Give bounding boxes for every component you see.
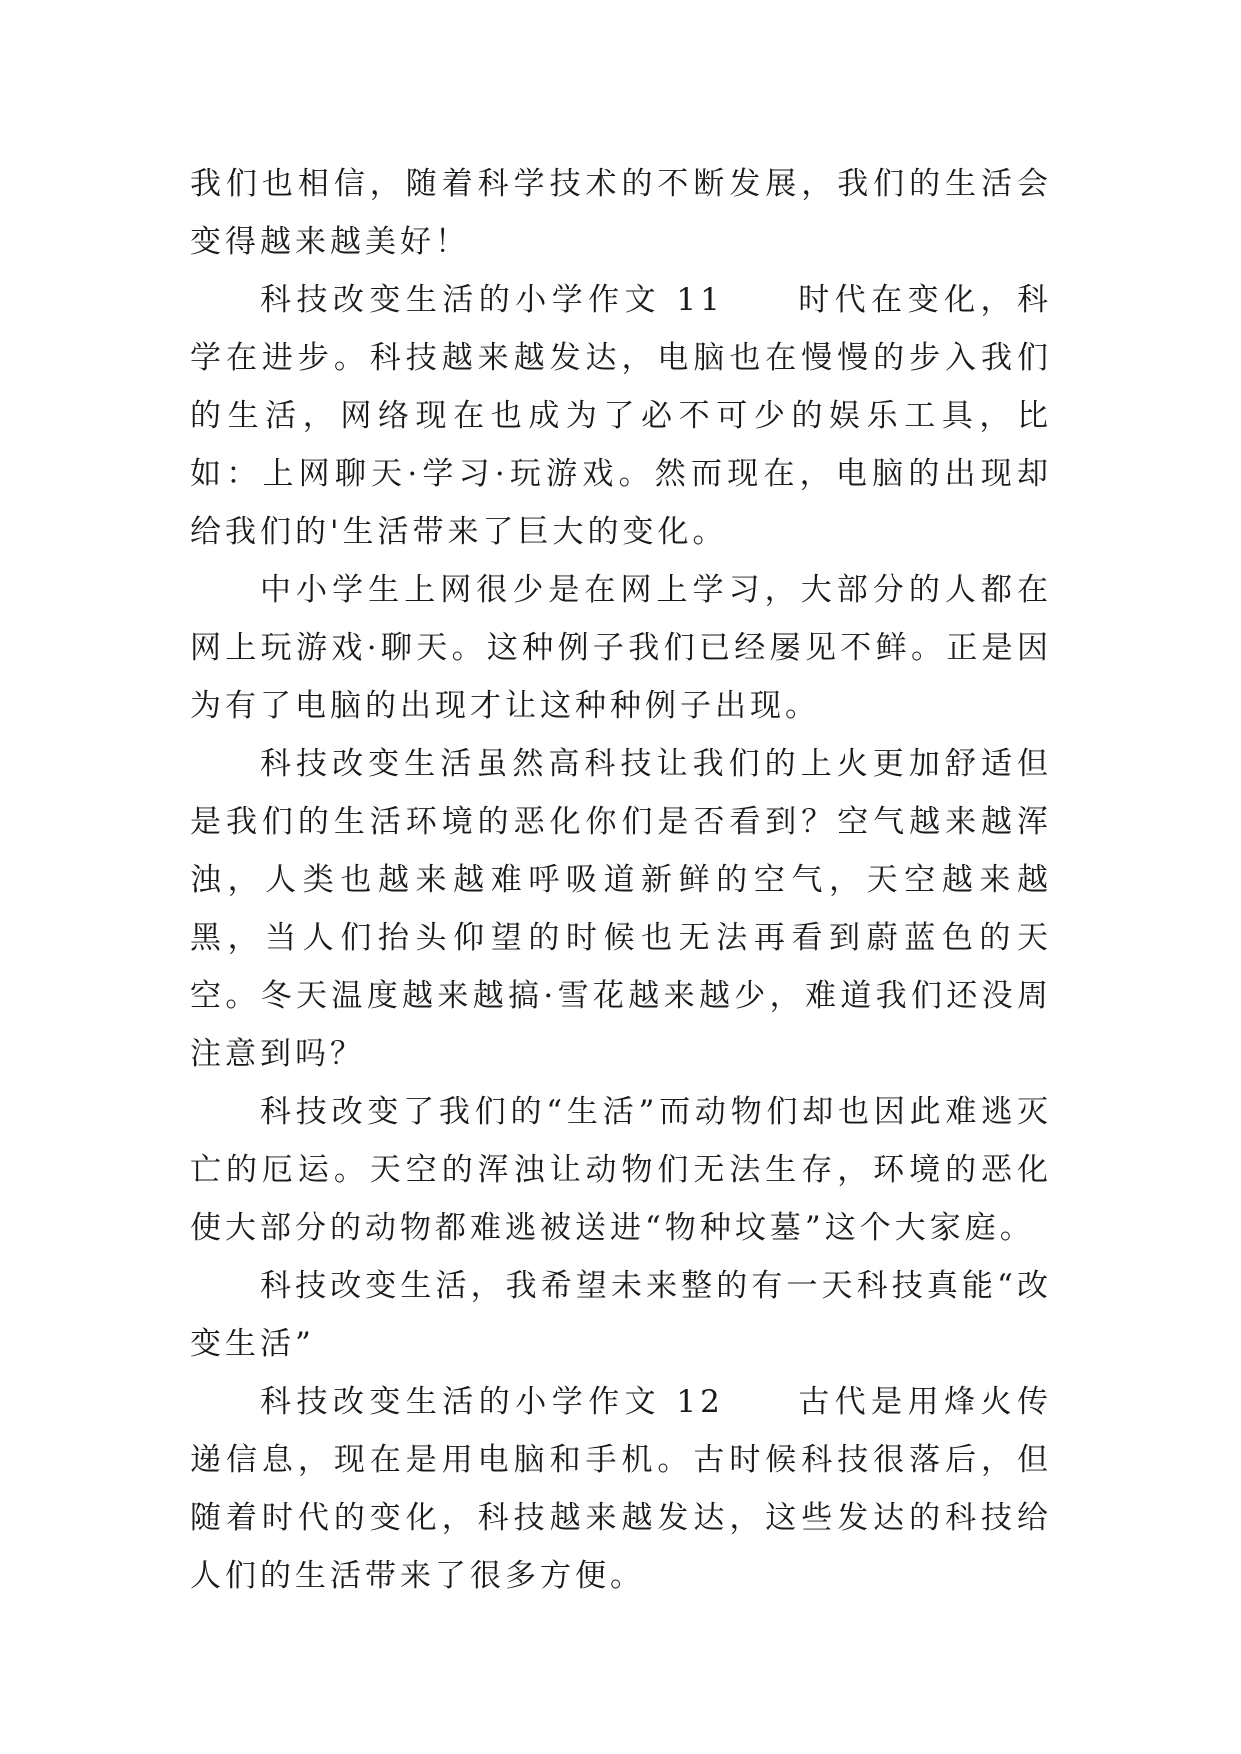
paragraph-6: 科技改变生活，我希望未来整的有一天科技真能“改变生活”: [190, 1268, 1052, 1362]
body-text: [190, 155, 1052, 1605]
paragraph-1: 我们也相信，随着科学技术的不断发展，我们的生活会变得越来越美好！: [190, 166, 1052, 260]
paragraph-5: 科技改变了我们的“生活”而动物们却也因此难逃灭亡的厄运。天空的浑浊让动物们无法生存，环境的恶化使大部分的动物都难逃被送进“物种坟墓”这个大家庭。: [190, 1094, 1052, 1246]
paragraph-4: 科技改变生活虽然高科技让我们的上火更加舒适但是我们的生活环境的恶化你们是否看到？空气越来越浑浊，人类也越来越难呼吸道新鲜的空气，天空越来越黑，当人们抬头仰望的时候也无法再看到蔚蓝色的天空。冬天温度越来越搞·雪花越来越少，难道我们还没周注意到吗？: [190, 746, 1052, 1072]
paragraph-2: 科技改变生活的小学作文 11 时代在变化，科学在进步。科技越来越发达，电脑也在慢慢的步入我们的生活，网络现在也成为了必不可少的娱乐工具，比如：上网聊天·学习·玩游戏。然而现在，电脑的出现却给我们的'生活带来了巨大的变化。: [190, 282, 1052, 550]
paragraph-3: 中小学生上网很少是在网上学习，大部分的人都在网上玩游戏·聊天。这种例子我们已经屡见不鲜。正是因为有了电脑的出现才让这种种例子出现。: [190, 572, 1052, 724]
paragraph-7: 科技改变生活的小学作文 12 古代是用烽火传递信息，现在是用电脑和手机。古时候科技很落后，但随着时代的变化，科技越来越发达，这些发达的科技给人们的生活带来了很多方便。: [190, 1384, 1052, 1594]
